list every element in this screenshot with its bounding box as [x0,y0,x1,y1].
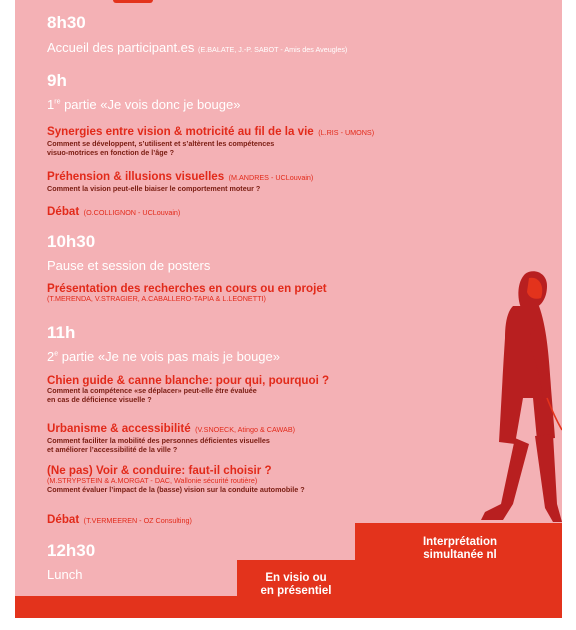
talk-3 [47,374,329,404]
talk-2-desc: Comment la vision peut-elle biaiser le comportement moteur ? [47,184,261,193]
interpretation-line: Interprétation [422,536,498,548]
talk-3-title: Chien guide & canne blanche: pour qui, pourquoi ? [47,374,330,387]
part-1-number: 1 [47,97,55,112]
talk-3-desc-line: Comment la compétence «se déplacer» peut-elle être évaluée [47,386,257,395]
talk-2-speakers: (M.ANDRES - UCLouvain) [228,173,314,182]
research-title: Présentation des recherches en cours ou en projet [47,282,327,295]
welcome [47,40,347,55]
time-1100: 11h [47,323,76,342]
visio-line: En visio ou [265,572,327,584]
debate-2-title: Débat [47,513,80,526]
research-speakers: (T.MERENDA, V.STRAGIER, A.CABALLERO-TAPIA & L.LEONETTI) [47,294,266,303]
debate-1-title: Débat [47,205,80,218]
top-decoration [113,0,153,3]
talk-2-title: Préhension & illusions visuelles [47,170,225,183]
talk-3-desc [47,387,329,404]
talk-1-speakers: (L.RIS - UMONS) [318,128,375,137]
debate-1 [47,202,180,220]
talk-5-title: (Ne pas) Voir & conduire: faut-il choisir ? [47,464,272,477]
program-panel [15,0,562,618]
part-2-heading [47,349,280,364]
part-1-sup: re [54,98,61,106]
research-presentation [47,282,327,304]
visio-label [237,572,355,598]
walking-person-illustration [455,268,562,530]
part-1-title: partie «Je vois donc je bouge» [60,97,241,112]
time-1030: 10h30 [47,232,96,251]
welcome-title: Accueil des participant.es [47,40,195,55]
talk-1 [47,122,374,157]
interpretation-label [405,536,515,562]
talk-5-desc: Comment évaluer l’impact de la (basse) vision sur la conduite automobile ? [47,484,305,494]
time-0900: 9h [47,71,67,90]
talk-4-desc-line: Comment faciliter la mobilité des personnes déficientes visuelles [47,436,270,445]
talk-2 [47,167,313,194]
talk-1-desc [47,140,374,157]
talk-4-desc [47,437,295,454]
part-2-sup: e [54,350,59,358]
talk-5-speakers: (M.STRYPSTEIN & A.MORGAT - DAC, Wallonie sécurité routière) [47,476,258,485]
debate-1-speakers: (O.COLLIGNON - UCLouvain) [83,208,181,217]
talk-1-title: Synergies entre vision & motricité au fil de la vie [47,125,314,138]
talk-4-speakers: (V.SNOECK, Atingo & CAWAB) [195,425,296,434]
talk-5 [47,464,305,494]
welcome-speakers: (E.BALATE, J.-P. SABOT - Amis des Aveugles) [198,45,348,54]
talk-3-desc-line: en cas de déficience visuelle ? [47,394,152,404]
talk-4 [47,419,295,454]
part-2-title: partie «Je ne vois pas mais je bouge» [58,349,280,364]
posters-heading: Pause et session de posters [47,258,211,273]
part-2-number: 2 [47,349,55,364]
talk-4-desc-line: et améliorer l’accessibilité de la ville ? [47,444,178,454]
interpretation-line: simultanée nl [423,549,497,561]
talk-1-desc-line: visuo-motrices en fonction de l’âge ? [47,147,174,157]
talk-4-title: Urbanisme & accessibilité [47,422,191,435]
part-1-heading [47,97,240,112]
time-1230: 12h30 [47,541,96,560]
talk-1-desc-line: Comment se développent, s’utilisent et s’altèrent les compétences [47,139,275,148]
time-0830: 8h30 [47,13,86,32]
debate-2-speakers: (T.VERMEEREN - OZ Consulting) [83,516,192,525]
debate-2 [47,510,192,528]
visio-line: en présentiel [260,585,332,597]
lunch: Lunch [47,567,83,582]
